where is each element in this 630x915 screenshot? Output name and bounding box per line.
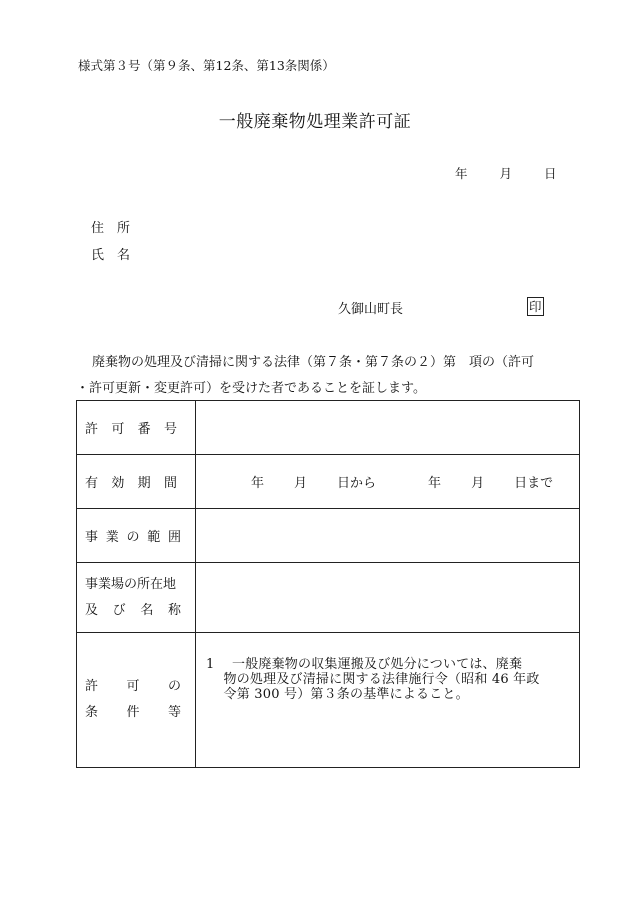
issue-date (455, 164, 557, 182)
license-table (76, 400, 580, 768)
condition-line: 令第 300 号）第３条の基準によること。 (206, 687, 469, 702)
license-number-value (196, 401, 580, 455)
conditions-value (196, 633, 580, 768)
issuer: 久御山町長 (338, 302, 404, 317)
conditions-label: 許 可 の 条 件 等 (77, 633, 196, 768)
certification-text-line2: ・許可更新・変更許可）を受けた者であることを証します。 (76, 381, 426, 396)
business-site-value (196, 563, 580, 633)
table-row (77, 563, 580, 633)
address-label: 住 所 (91, 221, 131, 236)
business-site-label: 事業場の所在地 及 び 名 称 (77, 563, 196, 633)
date-month: 月 (499, 166, 513, 181)
document-title: 一般廃棄物処理業許可証 (218, 112, 412, 132)
business-scope-label: 事 業 の 範 囲 (77, 509, 196, 563)
seal-mark: 印 (529, 299, 542, 314)
date-day: 日 (544, 166, 557, 181)
table-row (77, 455, 580, 509)
condition-line: 1 一般廃棄物の収集運搬及び処分については、廃棄 (206, 657, 523, 672)
certification-text-line1: 廃棄物の処理及び清掃に関する法律（第７条・第７条の２）第 項の（許可 (92, 355, 535, 370)
table-row (77, 633, 580, 768)
validity-value: 年 月 日から 年 月 日まで (196, 455, 580, 509)
table-row (77, 509, 580, 563)
license-number-label: 許 可 番 号 (77, 401, 196, 455)
form-number: 様式第３号（第９条、第12条、第13条関係） (78, 58, 335, 73)
table-row (77, 401, 580, 455)
condition-line: 物の処理及び清掃に関する法律施行令（昭和 46 年政 (206, 672, 540, 687)
name-label: 氏 名 (91, 248, 131, 263)
date-year: 年 (455, 166, 468, 181)
business-scope-value (196, 509, 580, 563)
validity-label: 有 効 期 間 (77, 455, 196, 509)
